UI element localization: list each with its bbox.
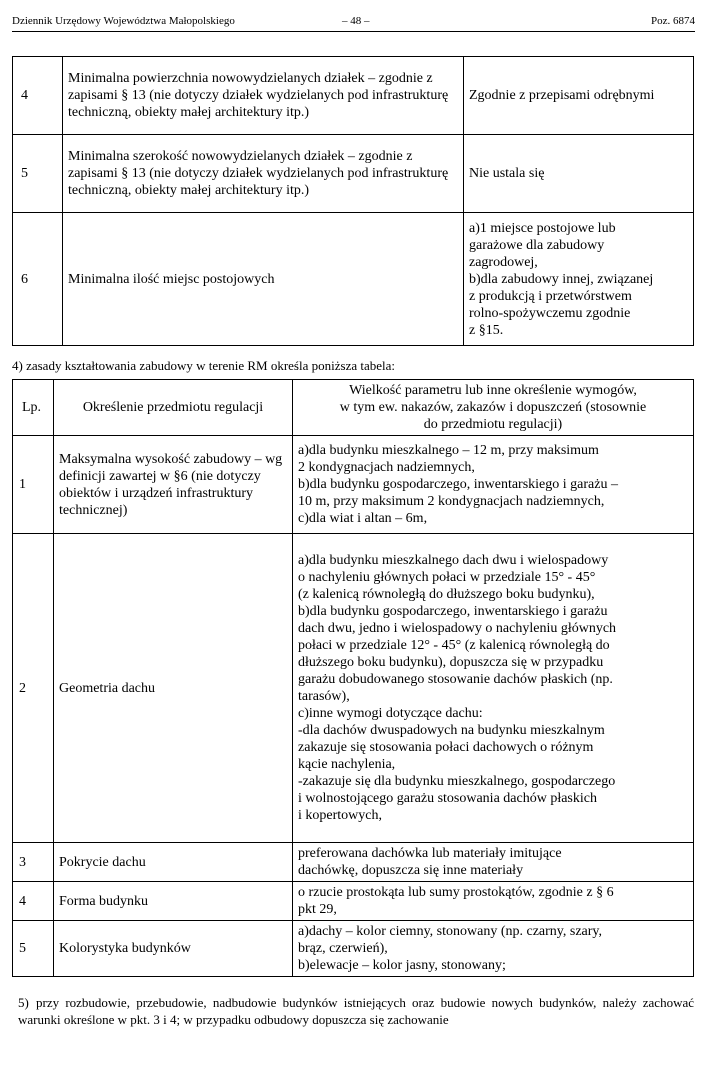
value-line: i kopertowych, xyxy=(298,808,382,823)
value-line: (z kalenicą równoległą do dłuższego boku budynku), xyxy=(298,587,595,602)
row-number: 4 xyxy=(13,57,63,135)
page-header xyxy=(12,13,695,32)
value-line: -dla dachów dwuspadowych na budynku mieszkalnym xyxy=(298,723,605,738)
value-line: preferowana dachówka lub materiały imitujące xyxy=(298,846,562,861)
journal-title: Dziennik Urzędowy Województwa Małopolskiego xyxy=(12,15,235,27)
header-value xyxy=(293,380,694,436)
regulation-subject: Minimalna powierzchnia nowowydzielanych działek – zgodnie z zapisami § 13 (nie dotyczy działek wydzielanych pod infrastrukturę techniczną, obiekty małej architektury itp.) xyxy=(63,57,464,135)
value-line: dach dwu, jedno i wielospadowy o nachyleniu głównych xyxy=(298,621,617,636)
header-line: w tym ew. nakazów, zakazów i dopuszczeń (stosownie xyxy=(339,400,647,415)
section-4-heading: 4) zasady kształtowania zabudowy w terenie RM określa poniższa tabela: xyxy=(12,358,395,373)
regulation-value xyxy=(293,882,694,921)
regulation-subject: Minimalna ilość miejsc postojowych xyxy=(63,213,464,346)
value-line: o nachyleniu głównych połaci w przedziale 15° - 45° xyxy=(298,570,596,585)
regulation-subject: Kolorystyka budynków xyxy=(54,921,293,977)
value-line: pkt 29, xyxy=(298,902,337,917)
header-subject: Określenie przedmiotu regulacji xyxy=(54,380,293,436)
row-number: 5 xyxy=(13,135,63,213)
value-line: c)inne wymogi dotyczące dachu: xyxy=(298,706,483,721)
header-line: do przedmiotu regulacji) xyxy=(423,417,563,432)
value-line: zakazuje się stosowania połaci dachowych o różnym xyxy=(298,740,594,755)
value-line: -zakazuje się dla budynku mieszkalnego, gospodarczego xyxy=(298,774,616,789)
value-line: b)elewacje – kolor jasny, stonowany; xyxy=(298,958,506,973)
header-lp: Lp. xyxy=(13,380,54,436)
row-number: 2 xyxy=(13,534,54,843)
building-rules-table xyxy=(12,379,694,977)
regulation-subject: Forma budynku xyxy=(54,882,293,921)
table-row xyxy=(13,921,694,977)
regulation-value xyxy=(293,921,694,977)
value-line: b)dla zabudowy innej, związanej xyxy=(469,271,654,287)
row-number: 6 xyxy=(13,213,63,346)
value-line: b)dla budynku gospodarczego, inwentarskiego i garażu xyxy=(298,604,608,619)
regulation-subject: Minimalna szerokość nowowydzielanych działek – zgodnie z zapisami § 13 (nie dotyczy działek wydzielanych pod infrastrukturę techniczną, obiekty małej architektury itp.) xyxy=(63,135,464,213)
table-row xyxy=(13,843,694,882)
regulation-subject: Maksymalna wysokość zabudowy – wg definicji zawartej w §6 (nie dotyczy obiektów i urządzeń infrastruktury technicznej) xyxy=(54,436,293,534)
value-line: zagrodowej, xyxy=(469,254,538,270)
value-line: a)1 miejsce postojowe lub xyxy=(469,220,616,236)
regulation-value xyxy=(293,534,694,843)
value-line: o rzucie prostokąta lub sumy prostokątów, zgodnie z § 6 xyxy=(298,885,614,900)
regulation-subject: Geometria dachu xyxy=(54,534,293,843)
position-number: Poz. 6874 xyxy=(651,15,695,27)
regulation-value xyxy=(464,213,694,346)
header-line: Wielkość parametru lub inne określenie wymogów, xyxy=(349,383,637,398)
value-line: i wolnostojącego garażu stosowania dachów płaskich xyxy=(298,791,597,806)
value-line: a)dla budynku mieszkalnego dach dwu i wielospadowy xyxy=(298,553,609,568)
value-line: a)dla budynku mieszkalnego – 12 m, przy maksimum xyxy=(298,443,599,458)
value-line: garażowe dla zabudowy xyxy=(469,237,605,253)
value-line: 2 kondygnacjach nadziemnych, xyxy=(298,460,475,475)
table-row xyxy=(13,135,694,213)
page-number: – 48 – xyxy=(342,15,370,27)
value-line: kącie nachylenia, xyxy=(298,757,396,772)
value-line: garażu dobudowanego stosowanie dachów płaskich (np. xyxy=(298,672,613,687)
value-line: połaci w przedziale 12° - 45° (z kalenicą równoległą do xyxy=(298,638,610,653)
table-row xyxy=(13,57,694,135)
paragraph-text: przy rozbudowie, przebudowie, nadbudowie budynków istniejących oraz budowie nowych budynków, należy zachować warunki określone w pkt. 3 i 4; w przypadku odbudowy dopuszcza się zachowanie xyxy=(18,995,694,1027)
value-line: c)dla wiat i altan – 6m, xyxy=(298,511,428,526)
value-line: dachówkę, dopuszcza się inne materiały xyxy=(298,863,524,878)
row-number: 5 xyxy=(13,921,54,977)
value-line: 10 m, przy maksimum 2 kondygnacjach nadziemnych, xyxy=(298,494,605,509)
paragraph-5 xyxy=(18,994,694,1028)
value-line: tarasów), xyxy=(298,689,350,704)
row-number: 4 xyxy=(13,882,54,921)
table-row xyxy=(13,213,694,346)
paragraph-number: 5) xyxy=(18,995,29,1010)
regulation-subject: Pokrycie dachu xyxy=(54,843,293,882)
table-row xyxy=(13,436,694,534)
regulation-value: Nie ustala się xyxy=(464,135,694,213)
table-header-row xyxy=(13,380,694,436)
value-line: brąz, czerwień), xyxy=(298,941,388,956)
row-number: 1 xyxy=(13,436,54,534)
table-row xyxy=(13,534,694,843)
regulation-value xyxy=(293,843,694,882)
parameters-table-continued xyxy=(12,56,694,346)
value-line: dłuższego boku budynku), dopuszcza się w przypadku xyxy=(298,655,604,670)
value-line: z §15. xyxy=(469,322,504,338)
regulation-value: Zgodnie z przepisami odrębnymi xyxy=(464,57,694,135)
value-line: rolno-spożywczemu zgodnie xyxy=(469,305,631,321)
row-number: 3 xyxy=(13,843,54,882)
regulation-value xyxy=(293,436,694,534)
value-line: z produkcją i przetwórstwem xyxy=(469,288,632,304)
value-line: a)dachy – kolor ciemny, stonowany (np. czarny, szary, xyxy=(298,924,603,939)
table-row xyxy=(13,882,694,921)
value-line: b)dla budynku gospodarczego, inwentarskiego i garażu – xyxy=(298,477,618,492)
